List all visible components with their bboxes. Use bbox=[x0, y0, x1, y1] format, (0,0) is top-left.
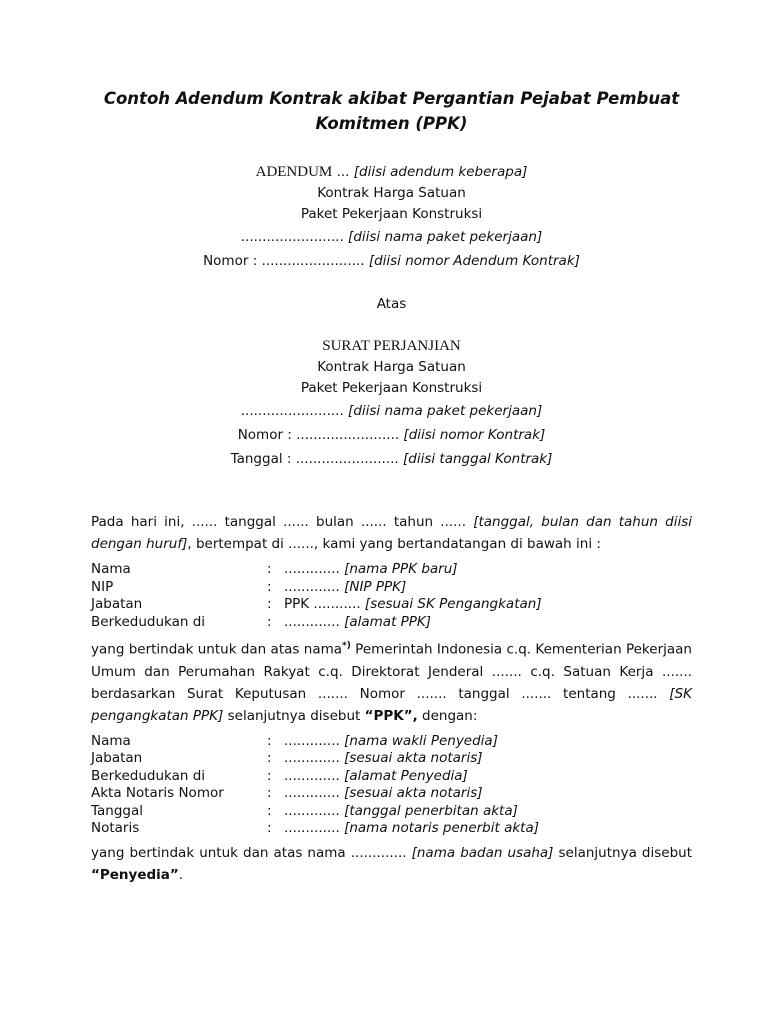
adendum-placeholder: [diisi adendum keberapa] bbox=[353, 164, 528, 180]
penyedia-field-row bbox=[91, 768, 539, 786]
perjanjian-line2: Paket Pekerjaan Konstruksi bbox=[300, 380, 483, 396]
penyedia-field-value bbox=[284, 820, 539, 838]
penyedia-field-row bbox=[91, 820, 539, 838]
penyedia-bold: “Penyedia” bbox=[91, 866, 179, 883]
adendum-paket-line bbox=[91, 225, 692, 249]
ppk-text4: dengan: bbox=[417, 707, 478, 724]
adendum-heading: ADENDUM bbox=[255, 164, 333, 180]
ppk-field-row bbox=[91, 579, 542, 597]
penyedia-text3: . bbox=[178, 866, 184, 883]
ppk-field-colon: : bbox=[267, 613, 272, 630]
ppk-text1: yang bertindak untuk dan atas nama bbox=[91, 641, 343, 658]
ppk-field-label: Berkedudukan di bbox=[91, 613, 206, 630]
penyedia-field-dots: ............. bbox=[284, 820, 345, 836]
penyedia-field-row bbox=[91, 803, 539, 821]
adendum-nomor-line bbox=[91, 249, 692, 273]
ppk-field-dots: PPK ........... bbox=[284, 596, 365, 612]
penyedia-field-dots: ............. bbox=[284, 785, 345, 801]
penyedia-paragraph bbox=[91, 842, 692, 886]
ppk-fields-table bbox=[91, 561, 542, 631]
penyedia-field-label: Akta Notaris Nomor bbox=[91, 785, 224, 801]
ppk-field-label: NIP bbox=[91, 578, 114, 595]
footnote-marker: *) bbox=[342, 641, 351, 651]
adendum-nomor-placeholder: [diisi nomor Adendum Kontrak] bbox=[368, 253, 580, 269]
penyedia-field-value bbox=[284, 768, 539, 786]
penyedia-field-colon: : bbox=[267, 767, 272, 784]
penyedia-field-row bbox=[91, 733, 539, 751]
atas-text: Atas bbox=[376, 296, 407, 312]
perjanjian-paket-placeholder: [diisi nama paket pekerjaan] bbox=[348, 403, 543, 419]
penyedia-field-label: Berkedudukan di bbox=[91, 767, 206, 784]
ppk-field-colon: : bbox=[267, 561, 272, 577]
penyedia-field-colon: : bbox=[267, 750, 272, 766]
intro-text2: , bertempat di ......, kami yang bertandatangan di bawah ini : bbox=[187, 536, 601, 552]
ppk-field-dots: ............. bbox=[284, 561, 345, 577]
perjanjian-tanggal-prefix: Tanggal : ........................ bbox=[230, 451, 404, 467]
penyedia-field-label: Tanggal bbox=[91, 802, 144, 819]
penyedia-field-value bbox=[284, 803, 539, 821]
penyedia-field-placeholder: [alamat Penyedia] bbox=[344, 767, 468, 784]
penyedia-field-placeholder: [sesuai akta notaris] bbox=[344, 785, 483, 801]
penyedia-field-dots: ............. bbox=[284, 750, 345, 766]
perjanjian-paket-line bbox=[91, 399, 692, 423]
ppk-field-row bbox=[91, 561, 542, 579]
penyedia-field-colon: : bbox=[267, 802, 272, 819]
penyedia-text1: yang bertindak untuk dan atas nama ............. bbox=[91, 844, 412, 861]
adendum-line1: Kontrak Harga Satuan bbox=[317, 185, 466, 201]
perjanjian-tanggal-line bbox=[91, 447, 692, 471]
penyedia-field-value bbox=[284, 733, 539, 751]
ppk-field-label: Jabatan bbox=[91, 596, 143, 612]
ppk-bold: “PPK”, bbox=[364, 707, 418, 724]
penyedia-fields-table bbox=[91, 733, 539, 838]
perjanjian-nomor-placeholder: [diisi nomor Kontrak] bbox=[403, 427, 546, 443]
ppk-field-value bbox=[284, 614, 542, 632]
ppk-field-placeholder: [sesuai SK Pengangkatan] bbox=[364, 596, 542, 612]
penyedia-placeholder: [nama badan usaha] bbox=[411, 844, 554, 861]
intro-placeholder: [tanggal, bulan dan tahun diisi dengan huruf] bbox=[91, 514, 692, 552]
perjanjian-paket-dots: ........................ bbox=[240, 403, 349, 419]
ppk-field-placeholder: [nama PPK baru] bbox=[344, 561, 458, 577]
ppk-field-colon: : bbox=[267, 596, 272, 612]
penyedia-field-row bbox=[91, 785, 539, 803]
ppk-field-dots: ............. bbox=[284, 613, 345, 630]
adendum-line2: Paket Pekerjaan Konstruksi bbox=[300, 206, 483, 222]
penyedia-field-placeholder: [tanggal penerbitan akta] bbox=[344, 802, 518, 819]
penyedia-field-colon: : bbox=[267, 820, 272, 836]
adendum-paket-placeholder: [diisi nama paket pekerjaan] bbox=[348, 229, 543, 245]
intro-paragraph bbox=[91, 511, 692, 555]
adendum-nomor-prefix: Nomor : ........................ bbox=[203, 253, 369, 269]
penyedia-field-colon: : bbox=[267, 732, 272, 749]
ppk-text2: Pemerintah Indonesia c.q. Kementerian Pekerjaan Umum dan Perumahan Rakyat c.q. Direktorat Jenderal ....... c.q. Satuan Kerja ....... berdasarkan Surat Keputusan ....... Nomor ....... tanggal ....... tentang ....... bbox=[91, 641, 692, 702]
penyedia-field-label: Notaris bbox=[91, 820, 140, 836]
penyedia-field-value bbox=[284, 750, 539, 768]
adendum-paket-dots: ........................ bbox=[240, 229, 349, 245]
perjanjian-block bbox=[91, 336, 692, 471]
penyedia-field-placeholder: [sesuai akta notaris] bbox=[344, 750, 483, 766]
penyedia-text2: selanjutnya disebut bbox=[553, 844, 692, 861]
penyedia-field-placeholder: [nama notaris penerbit akta] bbox=[344, 820, 540, 836]
ppk-field-placeholder: [NIP PPK] bbox=[344, 578, 407, 595]
penyedia-field-row bbox=[91, 750, 539, 768]
adendum-heading-line bbox=[91, 162, 692, 183]
perjanjian-line1: Kontrak Harga Satuan bbox=[317, 359, 466, 375]
ppk-field-value bbox=[284, 579, 542, 597]
penyedia-field-label: Nama bbox=[91, 732, 131, 749]
ppk-field-row bbox=[91, 596, 542, 614]
ppk-field-colon: : bbox=[267, 578, 272, 595]
penyedia-field-placeholder: [nama wakli Penyedia] bbox=[344, 732, 498, 749]
penyedia-field-dots: ............. bbox=[284, 767, 345, 784]
perjanjian-tanggal-placeholder: [diisi tanggal Kontrak] bbox=[403, 451, 553, 467]
ppk-text3: selanjutnya disebut bbox=[223, 707, 365, 724]
perjanjian-nomor-prefix: Nomor : ........................ bbox=[237, 427, 404, 443]
ppk-paragraph bbox=[91, 635, 692, 727]
penyedia-field-dots: ............. bbox=[284, 732, 345, 749]
perjanjian-nomor-line bbox=[91, 423, 692, 447]
intro-text1: Pada hari ini, ...... tanggal ...... bulan ...... tahun ...... bbox=[91, 514, 474, 530]
adendum-block bbox=[91, 162, 692, 273]
ppk-field-value bbox=[284, 561, 542, 579]
ppk-field-dots: ............. bbox=[284, 578, 345, 595]
adendum-dots: ... bbox=[332, 164, 354, 180]
document-title: Contoh Adendum Kontrak akibat Pergantian Pejabat Pembuat Komitmen (PPK) bbox=[103, 89, 680, 133]
penyedia-field-label: Jabatan bbox=[91, 750, 143, 766]
ppk-field-value bbox=[284, 596, 542, 614]
penyedia-field-colon: : bbox=[267, 785, 272, 801]
perjanjian-heading: SURAT PERJANJIAN bbox=[322, 338, 461, 354]
ppk-field-placeholder: [alamat PPK] bbox=[344, 613, 432, 630]
penyedia-field-value bbox=[284, 785, 539, 803]
ppk-field-label: Nama bbox=[91, 561, 131, 577]
penyedia-field-dots: ............. bbox=[284, 802, 345, 819]
ppk-placeholder: [SK pengangkatan PPK] bbox=[91, 685, 692, 724]
ppk-field-row bbox=[91, 614, 542, 632]
